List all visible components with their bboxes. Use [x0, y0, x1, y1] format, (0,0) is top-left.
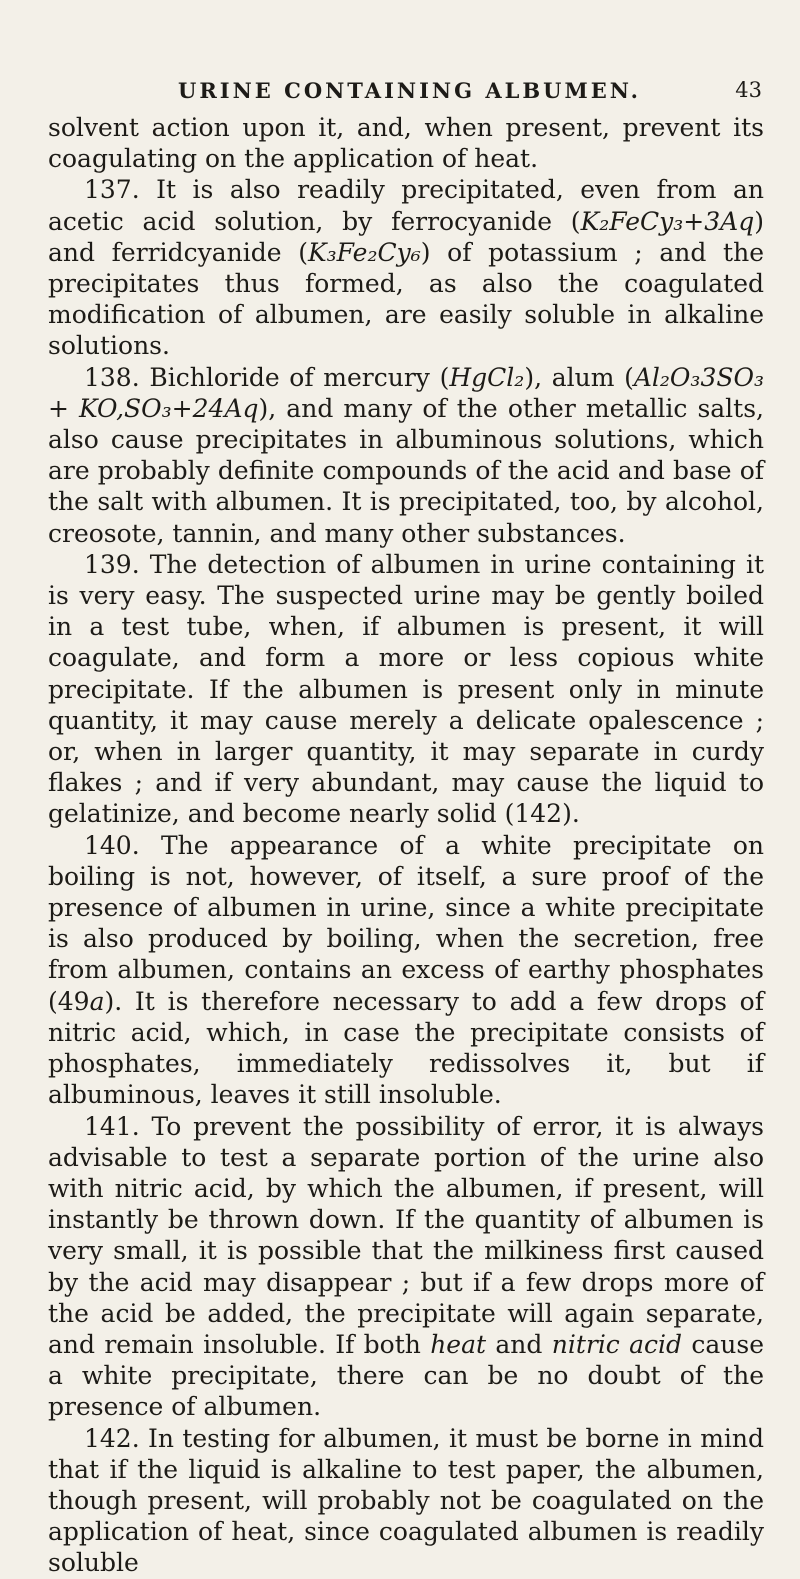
paragraph-continuation: solvent action upon it, and, when present, prevent its coagulating on the application of heat. — [48, 113, 764, 174]
paragraph-137: 137. It is also readily precipitated, even from an acetic acid solution, by ferrocyanide (K₂FeCy₃+3Aq) and ferridcyanide (K₃Fe₂Cy₆) of potassium ; and the precipitates thus formed, as also the coagulated modification of albumen, are easily soluble in alkaline solutions. — [48, 175, 765, 361]
paragraph-140: 140. The appearance of a white precipitate on boiling is not, however, of itself, a sure proof of the presence of albumen in urine, since a white precipitate is also produced by boiling, when the secretion, free from albumen, contains an excess of earthy phosphates (49a). It is therefore necessary to add a few drops of nitric acid, which, in case the precipitate consists of phosphates, immediately redissolves it, but if albuminous, leaves it still insoluble. — [48, 830, 764, 1110]
running-title: URINE CONTAINING ALBUMEN. — [178, 78, 641, 103]
paragraph-139: 139. The detection of albumen in urine containing it is very easy. The suspected urine may be gently boiled in a test tube, when, if albumen is present, it will coagulate, and form a more or less copious white precipitate. If the albumen is present only in minute quantity, it may cause merely a delicate opalescence ; or, when in larger quantity, it may separate in curdy flakes ; and if very abundant, may cause the liquid to gelatinize, and become nearly solid (142). — [48, 549, 764, 829]
formula-alum: Al₂O₃3SO₃ + KO,SO₃+24Aq — [48, 362, 764, 423]
formula-bichloride: HgCl₂ — [449, 362, 525, 392]
formula-ferrocyanide: K₂FeCy₃+3Aq — [580, 206, 755, 236]
page-header — [46, 78, 762, 108]
paragraph-142: 142. In testing for albumen, it must be borne in mind that if the liquid is alkaline to test paper, the albumen, though present, will probably not be coagulated on the application of heat, since coagulated albumen is readily soluble — [48, 1423, 764, 1578]
page-body — [48, 112, 764, 1579]
page-number: 43 — [735, 78, 762, 102]
emphasis-nitric-acid: nitric acid — [551, 1329, 683, 1359]
formula-ferridcyanide: K₃Fe₂Cy₆ — [307, 237, 421, 267]
paragraph-138: 138. Bichloride of mercury (HgCl₂), alum (Al₂O₃3SO₃ + KO,SO₃+24Aq), and many of the other metallic salts, also cause precipitates in albuminous solutions, which are probably definite compounds of the acid and base of the salt with albumen. It is precipitated, too, by alcohol, creosote, tannin, and many other substances. — [48, 362, 764, 548]
reference-letter: a — [89, 986, 105, 1016]
paragraph-141: 141. To prevent the possibility of error, it is always advisable to test a separate portion of the urine also with nitric acid, by which the albumen, if present, will instantly be thrown down. If the quantity of albumen is very small, it is possible that the milkiness first caused by the acid may disappear ; but if a few drops more of the acid be added, the precipitate will again separate, and remain insoluble. If both heat and nitric acid cause a white precipitate, there can be no doubt of the presence of albumen. — [48, 1111, 764, 1422]
emphasis-heat: heat — [430, 1329, 487, 1359]
